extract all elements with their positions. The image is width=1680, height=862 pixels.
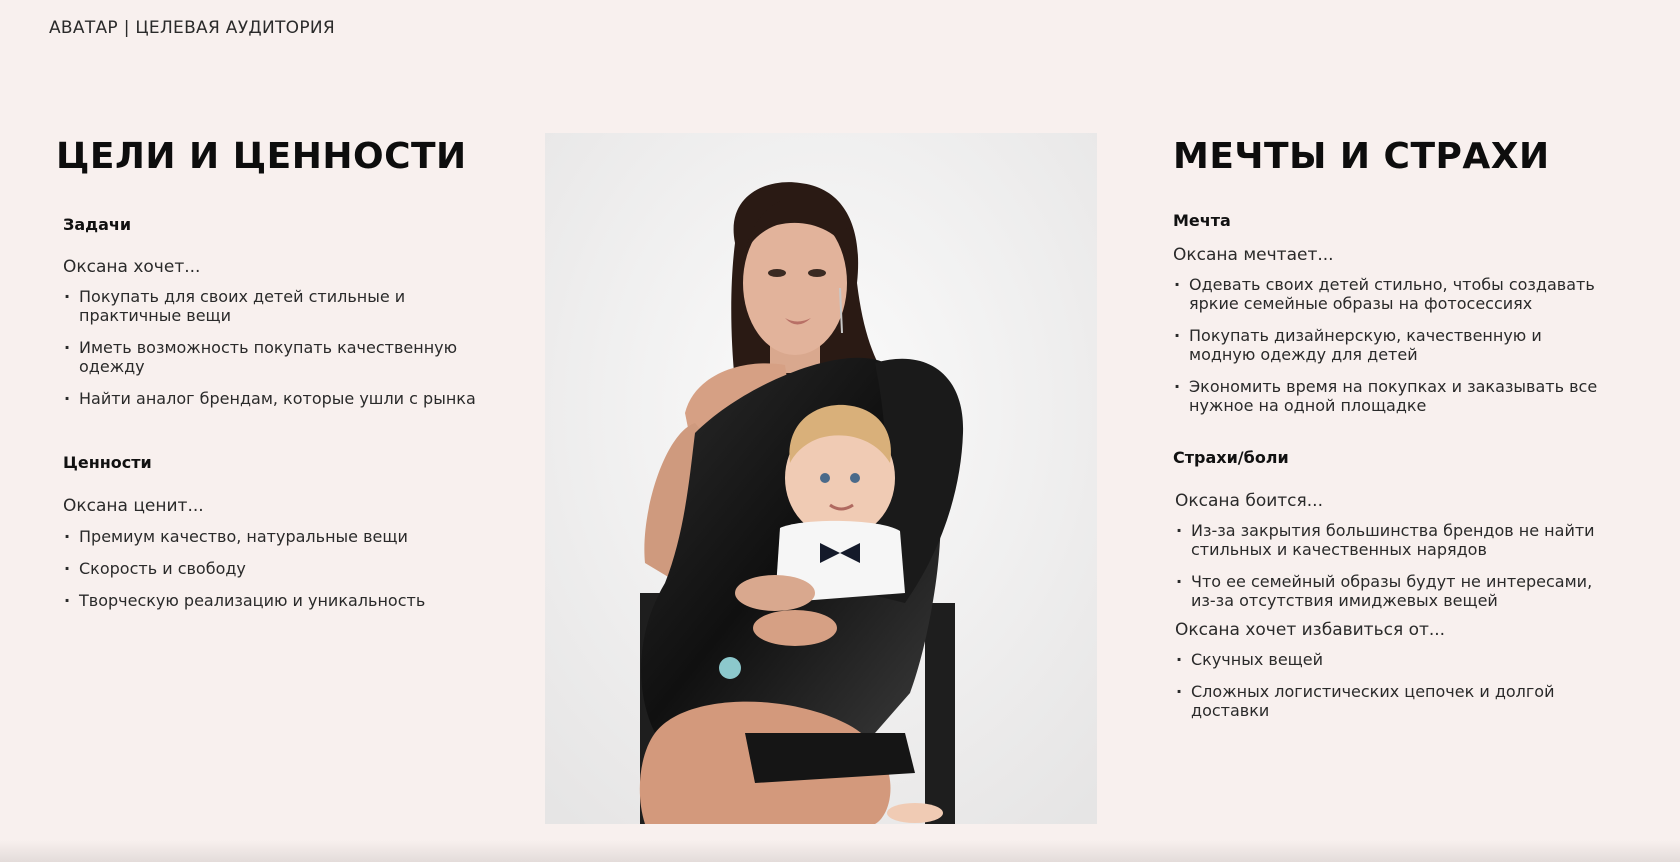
list-item: · Покупать дизайнерскую, качественную и модную одежду для детей bbox=[1173, 326, 1613, 364]
list-item: · Одевать своих детей стильно, чтобы создавать яркие семейные образы на фотосессиях bbox=[1173, 275, 1613, 313]
list-item: · Найти аналог брендам, которые ушли с рынка bbox=[63, 389, 496, 408]
fears-lead: Оксана боится... bbox=[1175, 491, 1323, 511]
dream-section bbox=[1173, 211, 1613, 415]
list-item: · Премиум качество, натуральные вещи bbox=[63, 527, 496, 546]
fears-lead-2: Оксана хочет избавиться от... bbox=[1175, 620, 1446, 640]
goals-values-column bbox=[56, 133, 496, 610]
bottom-shade bbox=[0, 840, 1680, 862]
list-item: · Сложных логистических цепочек и долгой доставки bbox=[1175, 682, 1613, 720]
list-item: · Экономить время на покупках и заказывать все нужное на одной площадке bbox=[1173, 377, 1613, 415]
dreams-fears-column bbox=[1173, 133, 1613, 720]
tasks-section bbox=[63, 215, 496, 408]
values-heading: Ценности bbox=[63, 453, 152, 472]
fears-list-2 bbox=[1175, 650, 1613, 720]
list-item: · Скорость и свободу bbox=[63, 559, 496, 578]
fears-heading: Страхи/боли bbox=[1173, 448, 1289, 467]
list-item: · Скучных вещей bbox=[1175, 650, 1613, 669]
list-item: · Из-за закрытия большинства брендов не найти стильных и качественных нарядов bbox=[1175, 521, 1613, 559]
tasks-heading: Задачи bbox=[63, 215, 132, 234]
slide-header: АВАТАР | ЦЕЛЕВАЯ АУДИТОРИЯ bbox=[49, 18, 336, 38]
goals-values-title: ЦЕЛИ И ЦЕННОСТИ bbox=[56, 136, 467, 177]
persona-photo bbox=[545, 133, 1097, 824]
dream-list bbox=[1173, 275, 1613, 415]
list-item: · Покупать для своих детей стильные и практичные вещи bbox=[63, 287, 496, 325]
fears-section bbox=[1173, 448, 1613, 720]
tasks-list bbox=[63, 287, 496, 408]
dreams-fears-title: МЕЧТЫ И СТРАХИ bbox=[1173, 136, 1550, 177]
list-item: · Творческую реализацию и уникальность bbox=[63, 591, 496, 610]
fears-list bbox=[1175, 521, 1613, 610]
values-section bbox=[63, 453, 496, 610]
values-list bbox=[63, 527, 496, 610]
persona-photo-illustration bbox=[545, 133, 1097, 824]
tasks-lead: Оксана хочет... bbox=[63, 257, 201, 277]
list-item: · Иметь возможность покупать качественную одежду bbox=[63, 338, 496, 376]
values-lead: Оксана ценит... bbox=[63, 496, 204, 516]
list-item: · Что ее семейный образы будут не интересами, из-за отсутствия имиджевых вещей bbox=[1175, 572, 1613, 610]
dream-heading: Мечта bbox=[1173, 211, 1231, 230]
dream-lead: Оксана мечтает... bbox=[1173, 245, 1334, 265]
